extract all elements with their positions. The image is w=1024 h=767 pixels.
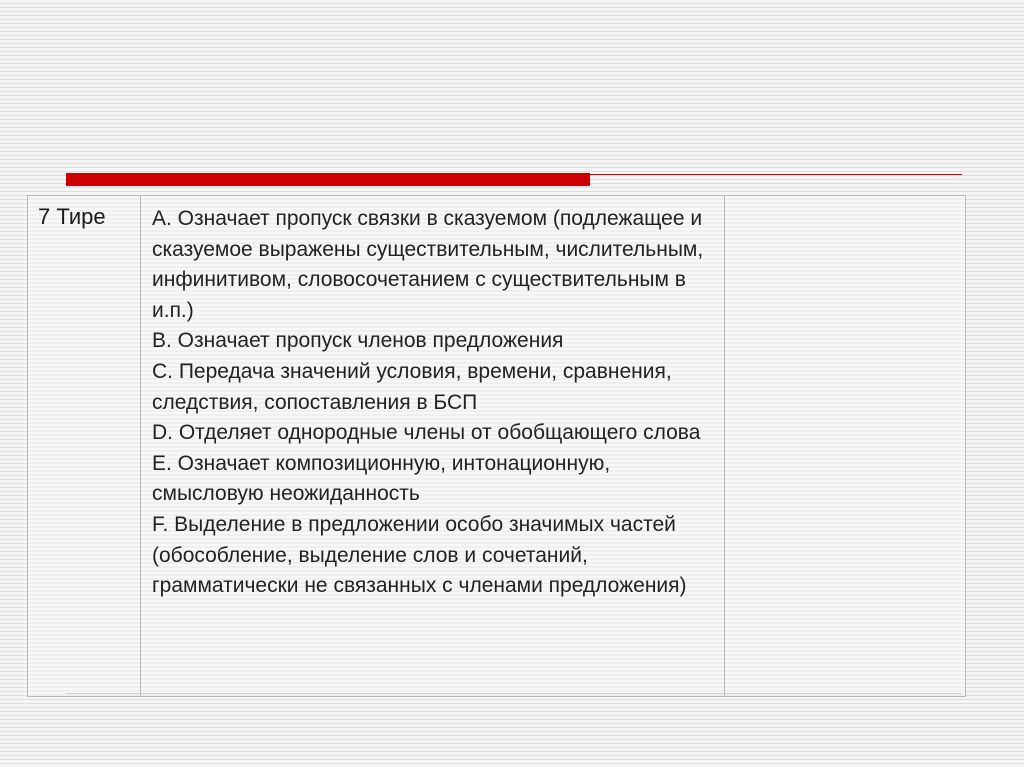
list-item: A. Означает пропуск связки в сказуемом (подлежащее и сказуемое выражены существительным, числительным, инфинитивом, словосочетанием с существительным в и.п.) <box>152 207 704 322</box>
label-cell <box>28 196 141 697</box>
bottom-divider <box>66 693 962 694</box>
title-accent-line <box>590 174 962 175</box>
list-item: E. Означает композиционную, интонационную, смысловую неожиданность <box>152 451 611 506</box>
list-item: D. Отделяет однородные члены от обобщающего слова <box>152 421 701 445</box>
content-table <box>27 195 966 697</box>
row-label: 7 Тире <box>38 204 106 229</box>
description-cell <box>141 196 725 697</box>
list-item: C. Передача значений условия, времени, сравнения, следствия, сопоставления в БСП <box>152 359 672 414</box>
description-list <box>141 196 724 602</box>
list-item: F. Выделение в предложении особо значимых частей (обособление, выделение слов и сочетаний, грамматически не связанных с членами предложения) <box>152 512 687 598</box>
table-row <box>28 196 966 697</box>
list-item: B. Означает пропуск членов предложения <box>152 329 564 353</box>
title-accent-bar <box>66 173 590 186</box>
empty-cell <box>725 196 966 697</box>
